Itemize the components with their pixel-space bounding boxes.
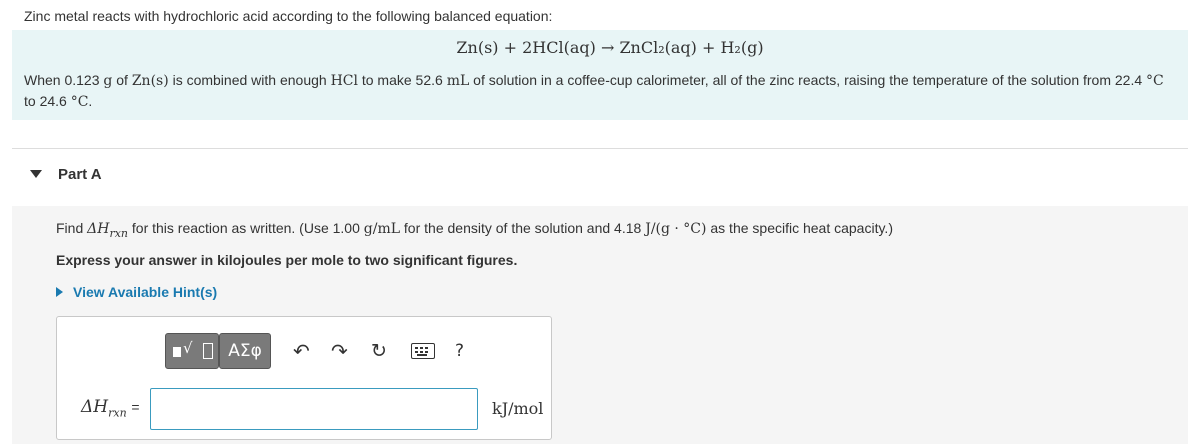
greek-icon: ΑΣφ bbox=[228, 341, 262, 361]
answer-instruction: Express your answer in kilojoules per mole to two significant figures. bbox=[56, 252, 518, 268]
scenario-part: to 24.6 bbox=[24, 93, 71, 109]
part-a-header[interactable] bbox=[0, 150, 1200, 206]
answer-unit: kJ/mol bbox=[492, 399, 544, 418]
question-part: for the density of the solution and 4.18 bbox=[400, 220, 646, 236]
greek-symbols-button[interactable] bbox=[219, 333, 271, 369]
answer-input[interactable] bbox=[150, 388, 478, 430]
part-a-body bbox=[12, 206, 1188, 444]
question-text bbox=[56, 220, 893, 240]
question-part: for this reaction as written. (Use 1.00 bbox=[128, 220, 364, 236]
scenario-part: of solution in a coffee-cup calorimeter, all of the zinc reacts, raising the temperature of the solution from 22.4 bbox=[469, 72, 1147, 88]
unit-g: g bbox=[103, 73, 113, 89]
section-divider bbox=[12, 148, 1188, 149]
redo-icon[interactable]: ↷ bbox=[331, 339, 348, 363]
answer-label-main: ΔH bbox=[81, 397, 109, 417]
problem-intro bbox=[12, 30, 1188, 120]
keyboard-icon[interactable] bbox=[411, 343, 435, 359]
scenario-part: When 0.123 bbox=[24, 72, 104, 88]
delta-h: ΔH bbox=[87, 221, 110, 237]
scenario-text bbox=[24, 70, 1174, 112]
template-button[interactable]: √ bbox=[165, 333, 219, 369]
play-icon bbox=[56, 287, 63, 297]
unit-celsius: °C bbox=[1146, 73, 1164, 89]
equals-sign: = bbox=[131, 399, 140, 415]
view-hints-link[interactable] bbox=[56, 284, 217, 300]
formula-zn: Zn(s) bbox=[131, 73, 169, 89]
question-part: as the specific heat capacity.) bbox=[706, 220, 893, 236]
help-icon[interactable]: ? bbox=[455, 341, 465, 361]
hint-link-label: View Available Hint(s) bbox=[73, 284, 218, 300]
formula-hcl: HCl bbox=[330, 73, 358, 89]
scenario-part: is combined with enough bbox=[168, 72, 331, 88]
unit-ml: mL bbox=[446, 73, 470, 89]
part-title: Part A bbox=[58, 166, 102, 183]
delta-h-sub: rxn bbox=[109, 226, 128, 240]
reset-icon[interactable]: ↻ bbox=[371, 340, 387, 362]
scenario-part: of bbox=[112, 72, 132, 88]
equation-text: Zn(s) + 2HCl(aq) → ZnCl₂(aq) + H₂(g) bbox=[456, 38, 764, 57]
answer-label-sub: rxn bbox=[108, 406, 127, 420]
undo-icon[interactable]: ↶ bbox=[293, 339, 310, 363]
scenario-part: . bbox=[88, 93, 93, 109]
unit-celsius: °C bbox=[70, 94, 89, 110]
balanced-equation bbox=[12, 38, 1188, 57]
unit-density: g/mL bbox=[363, 221, 401, 237]
question-part: Find bbox=[56, 220, 88, 236]
lead-text: Zinc metal reacts with hydrochloric acid according to the following balanced equation: bbox=[24, 8, 553, 24]
unit-heat-capacity: J/(g · °C) bbox=[645, 221, 707, 237]
answer-label bbox=[81, 397, 140, 419]
scenario-part: to make 52.6 bbox=[357, 72, 447, 88]
answer-panel bbox=[56, 316, 552, 440]
caret-down-icon[interactable] bbox=[30, 170, 42, 178]
prompt-lead bbox=[0, 0, 1200, 30]
